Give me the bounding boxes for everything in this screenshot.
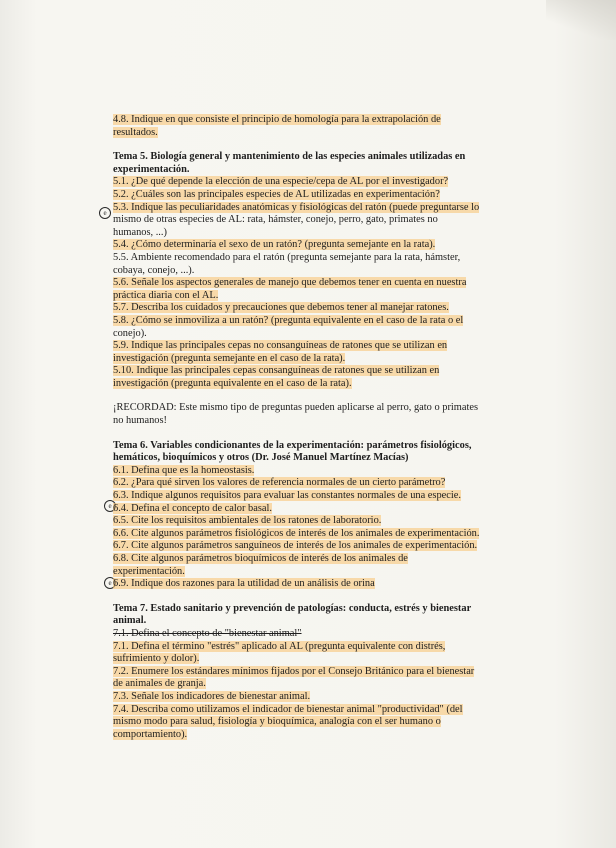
question-5-6: 5.6. Señale los aspectos generales de manejo que debemos tener en cuenta en nuestra <box>113 277 467 289</box>
tema-7-title: Tema 7. Estado sanitario y prevención de patologías: conducta, estrés y bienestar <box>113 602 472 614</box>
question-7-4-cont: mismo modo para salud, fisiología y bioquímica, analogía con el ser humano o <box>113 716 441 728</box>
question-5-2: 5.2. ¿Cuáles son las principales especies de AL utilizadas en experimentación? <box>113 188 440 200</box>
question-7-2-cont: de animales de granja. <box>113 678 206 690</box>
question-6-4: 6.4. Defina el concepto de calor basal. <box>113 502 272 514</box>
question-7-1-struck: 7.1. Defina el concepto de "bienestar animal" <box>113 627 302 639</box>
question-7-1: 7.1. Defina el término "estrés" aplicado al AL (pregunta equivalente con distrés, <box>113 640 446 652</box>
margin-mark-circled: e <box>104 500 116 512</box>
question-5-5: 5.5. Ambiente recomendado para el ratón (pregunta semejante para la rata, hámster, <box>113 251 461 263</box>
page-corner-shadow <box>546 0 616 40</box>
question-7-2: 7.2. Enumere los estándares mínimos fijados por el Consejo Británico para el bienestar <box>113 665 475 677</box>
question-6-3: 6.3. Indique algunos requisitos para evaluar las constantes normales de una especie. <box>113 490 461 502</box>
question-6-2: 6.2. ¿Para qué sirven los valores de referencia normales de un cierto parámetro? <box>113 477 446 489</box>
question-6-9: 6.9. Indique dos razones para la utilidad de un análisis de orina <box>113 578 375 590</box>
question-5-1: 5.1. ¿De qué depende la elección de una especie/cepa de AL por el investigador? <box>113 176 449 188</box>
tema-6-title: Tema 6. Variables condicionantes de la experimentación: parámetros fisiológicos, <box>113 439 472 451</box>
question-5-5-cont: cobaya, conejo, ...). <box>113 264 195 276</box>
tema-5-title-cont: experimentación. <box>113 163 190 175</box>
tema-5-title: Tema 5. Biología general y mantenimiento de las especies animales utilizadas en <box>113 151 466 163</box>
question-5-3-cont: mismo de otras especies de AL: rata, hámster, conejo, perro, gato, primates no <box>113 214 438 226</box>
question-7-3: 7.3. Señale los indicadores de bienestar animal. <box>113 690 311 702</box>
question-5-4: 5.4. ¿Cómo determinaría el sexo de un ratón? (pregunta semejante en la rata). <box>113 239 436 251</box>
recordad-note-cont: no humanos! <box>113 415 167 427</box>
question-5-3: 5.3. Indique las peculiaridades anatómicas y fisiológicas del ratón (puede preguntarse lo <box>113 201 480 213</box>
question-7-4-cont: comportamiento). <box>113 728 188 740</box>
question-5-8: 5.8. ¿Cómo se inmoviliza a un ratón? (pregunta equivalente en el caso de la rata o el <box>113 314 464 326</box>
recordad-note: ¡RECORDAD: Este mismo tipo de preguntas pueden aplicarse al perro, gato o primates <box>113 402 479 414</box>
question-6-8-cont: experimentación. <box>113 565 185 577</box>
exam-questions <box>113 114 543 741</box>
question-6-5: 6.5. Cite los requisitos ambientales de los ratones de laboratorio. <box>113 515 382 527</box>
tema-6-title-cont: hemáticos, bioquímicos y otros (Dr. José Manuel Martínez Macías) <box>113 452 409 464</box>
question-5-6-cont: práctica diaria con el AL. <box>113 289 219 301</box>
question-5-10-cont: investigación (pregunta equivalente en el caso de la rata). <box>113 377 352 389</box>
question-6-8: 6.8. Cite algunos parámetros bioquímicos de interés de los animales de <box>113 553 408 564</box>
question-5-9: 5.9. Indique las principales cepas no consanguíneas de ratones que se utilizan en <box>113 340 448 352</box>
question-4-8-cont: resultados. <box>113 126 158 138</box>
question-6-1: 6.1. Defina que es la homeostasis. <box>113 464 255 476</box>
question-6-7: 6.7. Cite algunos parámetros sanguíneos de interés de los animales de experimentación. <box>113 540 478 552</box>
margin-mark-circled: e <box>104 577 116 589</box>
margin-mark-circled: e <box>99 207 111 219</box>
question-7-4: 7.4. Describa como utilizamos el indicador de bienestar animal "productividad" (del <box>113 703 463 715</box>
question-6-6: 6.6. Cite algunos parámetros fisiológicos de interés de los animales de experimentación. <box>113 527 480 539</box>
question-5-8-cont: conejo). <box>113 327 147 339</box>
question-5-7: 5.7. Describa los cuidados y precauciones que debemos tener al manejar ratones. <box>113 302 449 314</box>
question-5-9-cont: investigación (pregunta semejante en el caso de la rata). <box>113 352 346 364</box>
question-7-1-cont: sufrimiento y dolor). <box>113 653 200 665</box>
question-5-10: 5.10. Indique las principales cepas consanguíneas de ratones que se utilizan en <box>113 365 440 377</box>
tema-7-title-cont: animal. <box>113 615 147 627</box>
question-5-3-cont: humanos, ...) <box>113 226 167 238</box>
question-4-8: 4.8. Indique en que consiste el principio de homología para la extrapolación de <box>113 114 441 125</box>
